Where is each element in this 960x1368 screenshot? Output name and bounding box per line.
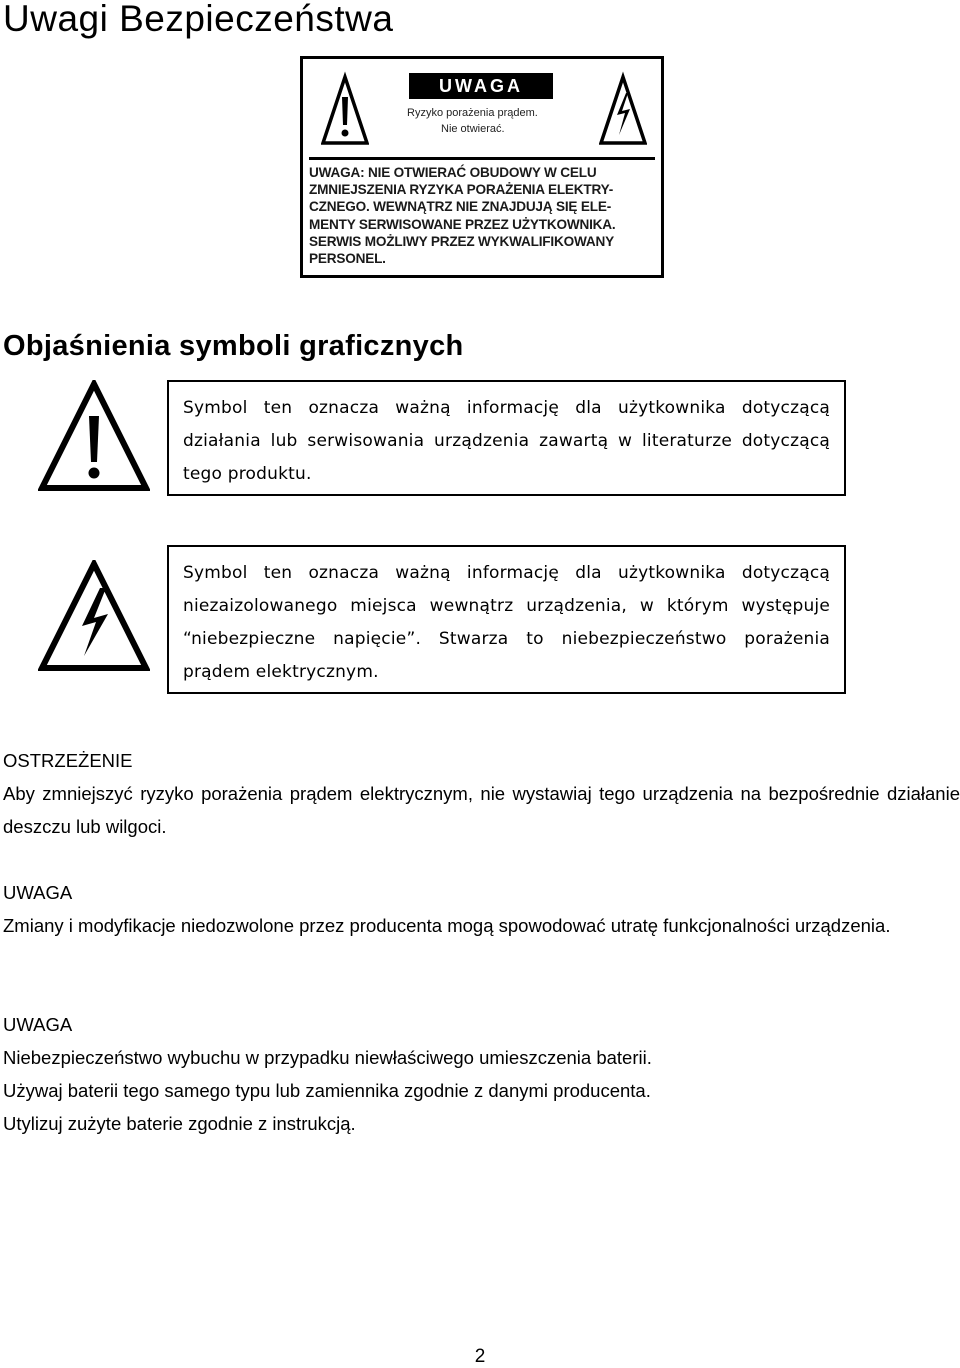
symbol-description: Symbol ten oznacza ważną informację dla użytkownika dotyczącą działania lub serwisowania urządzenia zawartą w literaturze dotyczącą tego produktu.	[183, 398, 830, 484]
warning-label-line: ZMNIEJSZENIA RYZYKA PORAŻENIA ELEKTRY-	[309, 182, 614, 198]
symbol-description: Symbol ten oznacza ważną informację dla użytkownika dotyczącą niezaizolowanego miejsca wewnątrz urządzenia, w którym występuje “niebezpieczne napięcie”. Stwarza to niebezpieczeństwo porażenia prądem elektrycznym.	[183, 563, 830, 682]
warning-label-line: CZNEGO. WEWNĄTRZ NIE ZNAJDUJĄ SIĘ ELE-	[309, 199, 612, 215]
exclamation-triangle-icon	[38, 380, 150, 492]
notice-caution-battery	[3, 1008, 960, 1140]
notice-heading: UWAGA	[3, 882, 73, 903]
notice-heading: OSTRZEŻENIE	[3, 750, 133, 771]
lightning-triangle-icon	[38, 560, 150, 672]
warning-label-body	[309, 157, 655, 267]
symbol-description-box	[167, 545, 846, 694]
notice-heading: UWAGA	[3, 1014, 73, 1035]
notice-line: Utylizuj zużyte baterie zgodnie z instrukcją.	[3, 1113, 356, 1134]
notice-caution-modifications	[3, 876, 960, 942]
exclamation-triangle-icon	[321, 71, 369, 151]
notice-line: Używaj baterii tego samego typu lub zamiennika zgodnie z danymi producenta.	[3, 1080, 651, 1101]
notice-line: Niebezpieczeństwo wybuchu w przypadku niewłaściwego umieszczenia baterii.	[3, 1047, 652, 1068]
symbol-description-box	[167, 380, 846, 496]
notice-warning	[3, 744, 960, 843]
warning-label-title: UWAGA	[409, 73, 553, 99]
warning-label-header	[403, 73, 559, 157]
warning-label-line: SERWIS MOŻLIWY PRZEZ WYKWALIFIKOWANY	[309, 233, 614, 249]
warning-label-subtext-line2: Nie otwierać.	[441, 123, 505, 135]
warning-label-subtext	[403, 99, 559, 137]
lightning-triangle-icon	[599, 71, 647, 151]
warning-label-line: PERSONEL.	[309, 251, 386, 267]
symbols-heading: Objaśnienia symboli graficznych	[3, 330, 464, 362]
warning-label-line: MENTY SERWISOWANE PRZEZ UŻYTKOWNIKA.	[309, 216, 616, 232]
notice-text: Aby zmniejszyć ryzyko porażenia prądem elektrycznym, nie wystawiaj tego urządzenia na bezpośrednie działanie deszczu lub wilgoci.	[3, 783, 960, 837]
page-title: Uwagi Bezpieczeństwa	[3, 0, 394, 39]
warning-label	[300, 56, 664, 278]
warning-label-subtext-line1: Ryzyko porażenia prądem.	[407, 107, 538, 119]
page-number: 2	[474, 1346, 486, 1367]
warning-label-line: UWAGA: NIE OTWIERAĆ OBUDOWY W CELU	[309, 165, 597, 180]
notice-text: Zmiany i modyfikacje niedozwolone przez producenta mogą spowodować utratę funkcjonalności urządzenia.	[3, 915, 891, 936]
